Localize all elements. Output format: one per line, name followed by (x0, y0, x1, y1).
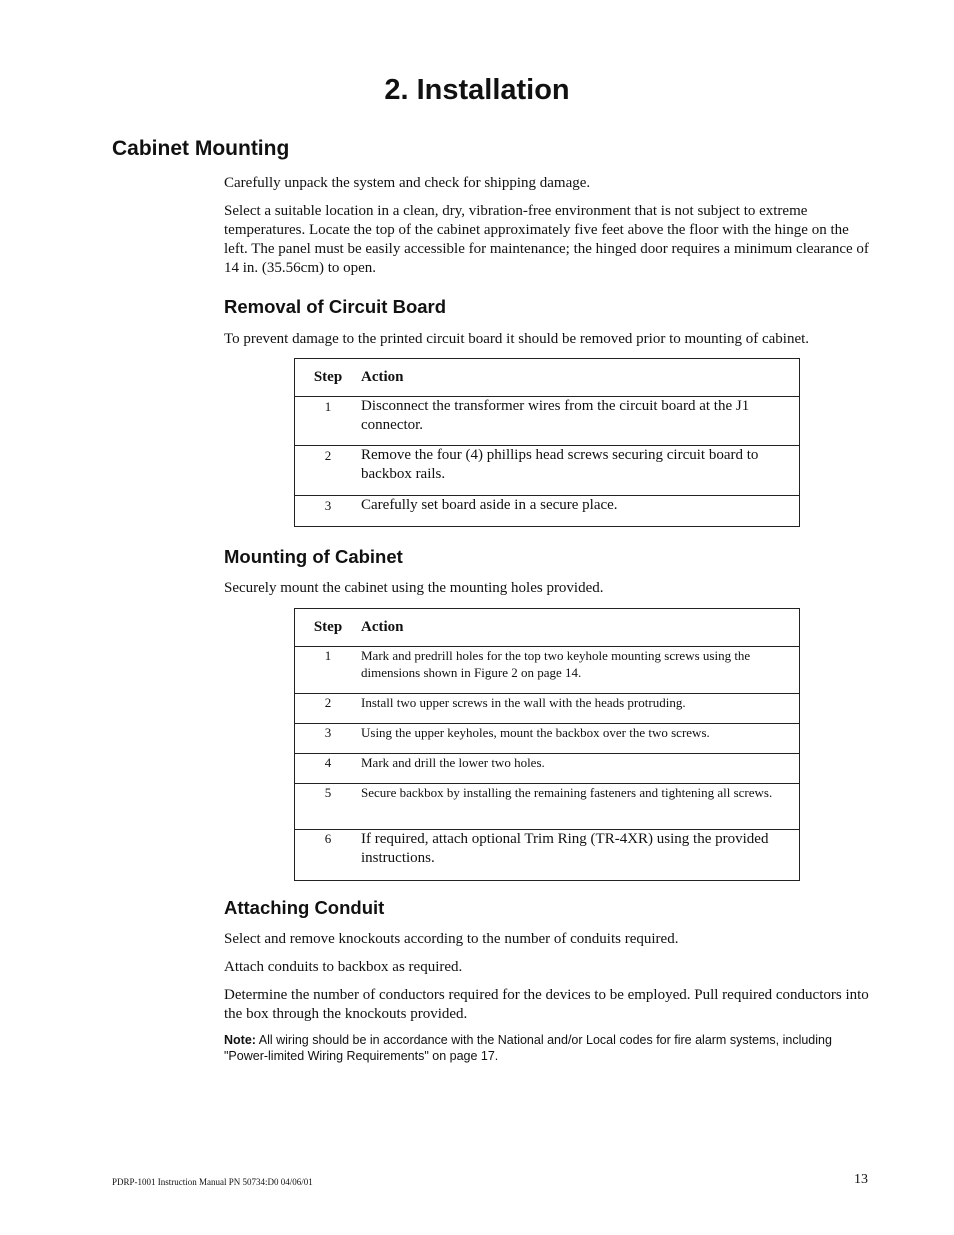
step-action: Install two upper screws in the wall with the heads protruding. (361, 694, 800, 724)
step-action: Carefully set board aside in a secure place. (361, 496, 800, 527)
step-action: Remove the four (4) phillips head screws securing circuit board to backbox rails. (361, 446, 800, 496)
table-row (295, 784, 800, 830)
mounting-steps-table (294, 608, 800, 881)
step-number: 3 (295, 496, 362, 527)
step-action: Secure backbox by installing the remaining fasteners and tightening all screws. (361, 784, 800, 830)
conduit-paragraph: Attach conduits to backbox as required. (224, 959, 463, 975)
footer-document-info: PDRP-1001 Instruction Manual PN 50734:D0 04/06/01 (112, 1177, 313, 1187)
mounting-text: Securely mount the cabinet using the mounting holes provided. (224, 580, 604, 596)
step-number: 1 (295, 397, 362, 446)
chapter-title: 2. Installation (384, 74, 570, 106)
step-number: 2 (295, 694, 362, 724)
step-action: Mark and predrill holes for the top two keyhole mounting screws using the dimensions shown in Figure 2 on page 14. (361, 647, 800, 694)
table-row (295, 694, 800, 724)
intro-paragraph: Carefully unpack the system and check for shipping damage. (224, 175, 591, 191)
note-label: Note: (224, 1033, 256, 1047)
page-number: 13 (854, 1172, 868, 1187)
step-number: 4 (295, 754, 362, 784)
note (224, 1032, 864, 1064)
note-text: All wiring should be in accordance with the National and/or Local codes for fire alarm systems, including "Power-limited Wiring Requirements" on page 17. (224, 1033, 832, 1063)
conduit-paragraph: Select and remove knockouts according to the number of conduits required. (224, 931, 679, 947)
step-action: Using the upper keyholes, mount the backbox over the two screws. (361, 724, 800, 754)
conduit-paragraph: Determine the number of conductors required for the devices to be employed. Pull required conductors into the box through the knockouts provided. (224, 987, 869, 1022)
removal-steps-table (294, 358, 800, 527)
step-number: 5 (295, 784, 362, 830)
intro-paragraph: Select a suitable location in a clean, dry, vibration-free environment that is not subject to extreme temperatures. Locate the top of the cabinet approximately five feet above the floor with the hinge on the left. The panel must be easily accessible for maintenance; the hinged door requires a minimum clearance of 14 in. (35.56cm) to open. (224, 203, 869, 276)
conduit-heading: Attaching Conduit (224, 897, 385, 918)
step-action: Disconnect the transformer wires from the circuit board at the J1 connector. (361, 397, 800, 446)
table-row (295, 724, 800, 754)
step-column-header: Step (295, 359, 362, 397)
action-column-header: Action (361, 359, 800, 397)
section-title: Cabinet Mounting (112, 137, 290, 160)
table-header-row (295, 609, 800, 647)
removal-heading: Removal of Circuit Board (224, 296, 447, 317)
table-row (295, 446, 800, 496)
step-action: Mark and drill the lower two holes. (361, 754, 800, 784)
action-column-header: Action (361, 609, 800, 647)
table-header-row (295, 359, 800, 397)
step-number: 6 (295, 830, 362, 881)
table-row (295, 754, 800, 784)
step-number: 2 (295, 446, 362, 496)
step-column-header: Step (295, 609, 362, 647)
table-row (295, 647, 800, 694)
table-row (295, 496, 800, 527)
mounting-heading: Mounting of Cabinet (224, 546, 403, 567)
step-number: 3 (295, 724, 362, 754)
removal-text: To prevent damage to the printed circuit board it should be removed prior to mounting of cabinet. (224, 331, 810, 347)
step-number: 1 (295, 647, 362, 694)
step-action: If required, attach optional Trim Ring (TR-4XR) using the provided instructions. (361, 830, 800, 881)
table-row (295, 830, 800, 881)
table-row (295, 397, 800, 446)
